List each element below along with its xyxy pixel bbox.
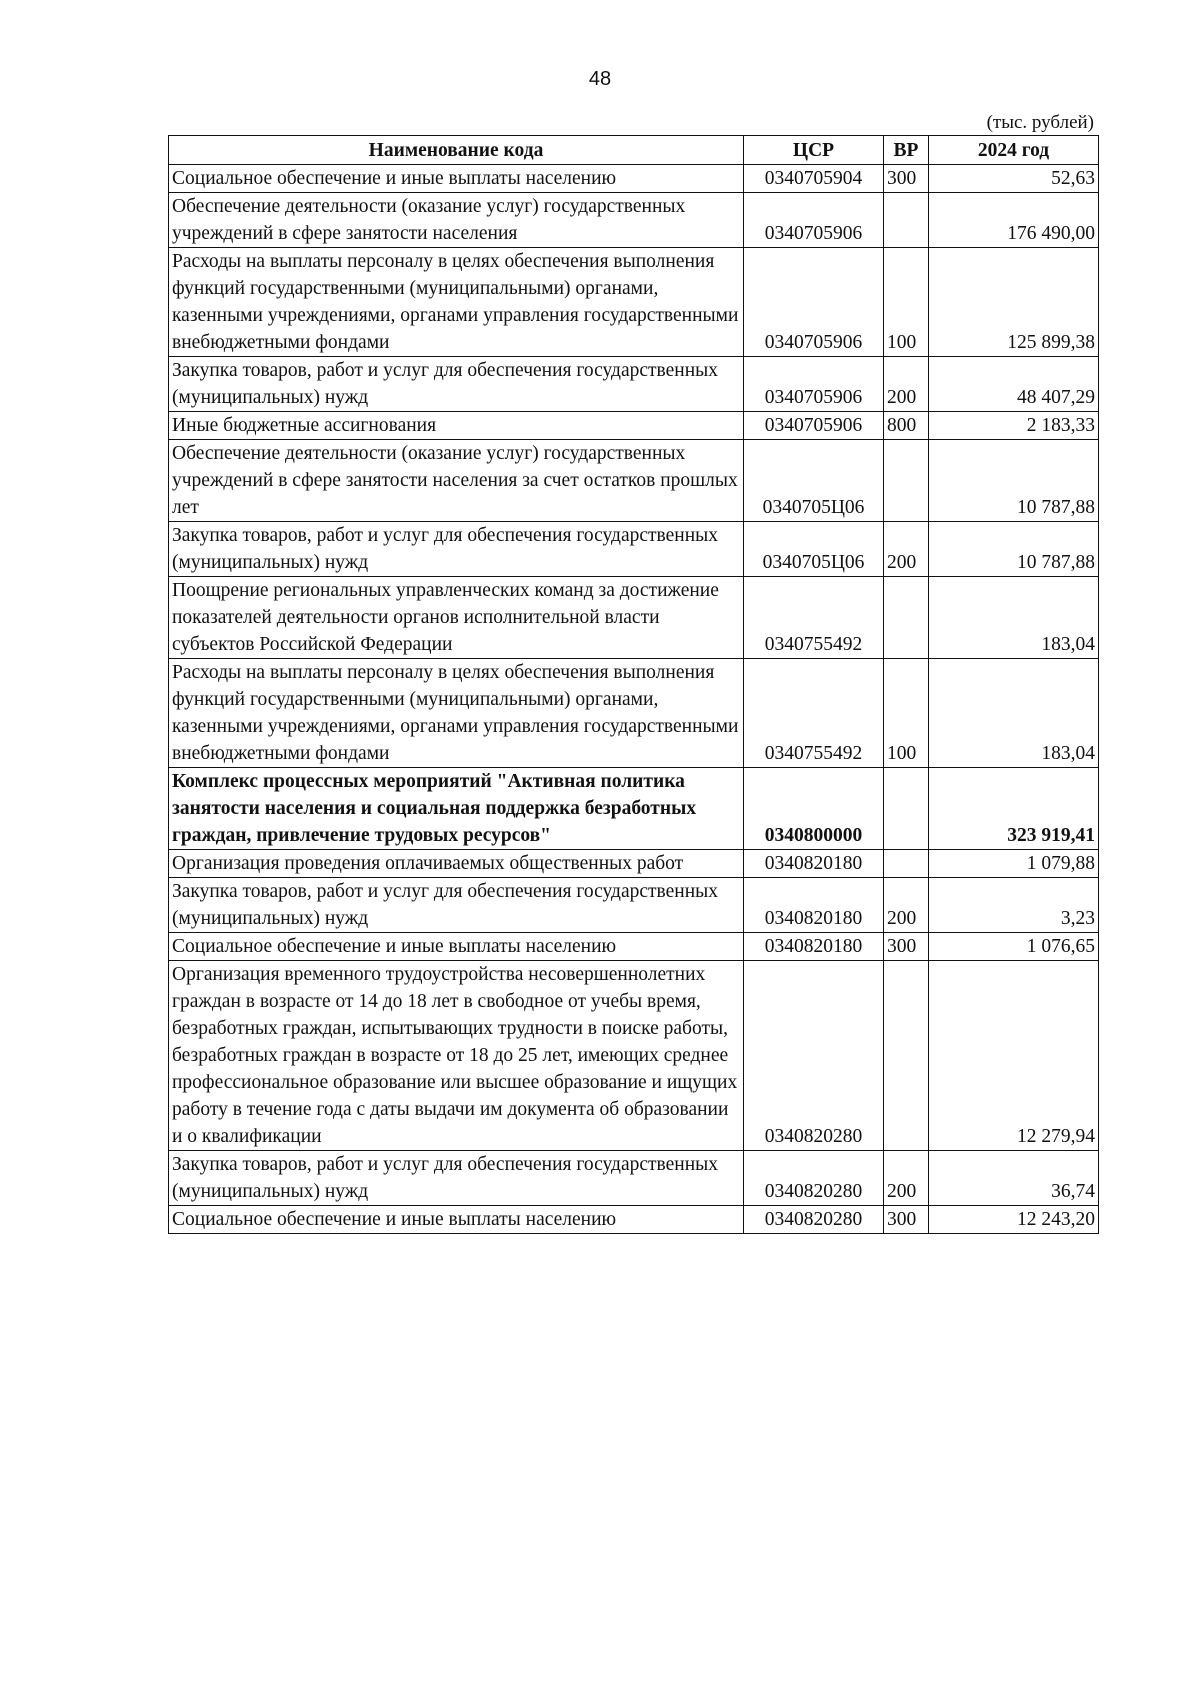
row-vr-code bbox=[884, 440, 929, 522]
row-vr-code: 200 bbox=[884, 522, 929, 577]
row-csr-code: 0340705906 bbox=[744, 248, 884, 357]
row-vr-code bbox=[884, 768, 929, 850]
row-name: Закупка товаров, работ и услуг для обеспечения государственных (муниципальных) нужд bbox=[169, 878, 744, 933]
row-amount: 1 076,65 bbox=[929, 933, 1099, 961]
row-amount: 183,04 bbox=[929, 577, 1099, 659]
table-row bbox=[169, 357, 1099, 412]
page-number: 48 bbox=[588, 68, 612, 90]
row-amount: 10 787,88 bbox=[929, 522, 1099, 577]
row-amount: 10 787,88 bbox=[929, 440, 1099, 522]
row-csr-code: 0340755492 bbox=[744, 577, 884, 659]
row-csr-code: 0340820180 bbox=[744, 878, 884, 933]
table-row bbox=[169, 165, 1099, 193]
row-csr-code: 0340820280 bbox=[744, 961, 884, 1151]
row-csr-code: 0340820180 bbox=[744, 933, 884, 961]
row-amount: 52,63 bbox=[929, 165, 1099, 193]
row-name: Закупка товаров, работ и услуг для обеспечения государственных (муниципальных) нужд bbox=[169, 522, 744, 577]
row-csr-code: 0340705906 bbox=[744, 412, 884, 440]
row-vr-code: 300 bbox=[884, 165, 929, 193]
row-amount: 48 407,29 bbox=[929, 357, 1099, 412]
row-amount: 2 183,33 bbox=[929, 412, 1099, 440]
row-csr-code: 0340705906 bbox=[744, 357, 884, 412]
row-amount: 3,23 bbox=[929, 878, 1099, 933]
row-name: Обеспечение деятельности (оказание услуг) государственных учреждений в сфере занятости населения bbox=[169, 193, 744, 248]
row-amount: 1 079,88 bbox=[929, 850, 1099, 878]
row-name: Социальное обеспечение и иные выплаты населению bbox=[169, 165, 744, 193]
row-csr-code: 0340705Ц06 bbox=[744, 522, 884, 577]
row-vr-code: 200 bbox=[884, 878, 929, 933]
row-csr-code: 0340705Ц06 bbox=[744, 440, 884, 522]
row-vr-code bbox=[884, 577, 929, 659]
row-name: Социальное обеспечение и иные выплаты населению bbox=[169, 1206, 744, 1234]
table-row bbox=[169, 193, 1099, 248]
row-csr-code: 0340705904 bbox=[744, 165, 884, 193]
table-row bbox=[169, 659, 1099, 768]
row-csr-code: 0340800000 bbox=[744, 768, 884, 850]
table-row bbox=[169, 768, 1099, 850]
table-body bbox=[169, 165, 1099, 1234]
table-row bbox=[169, 1206, 1099, 1234]
row-name: Социальное обеспечение и иные выплаты населению bbox=[169, 933, 744, 961]
row-vr-code bbox=[884, 193, 929, 248]
row-amount: 36,74 bbox=[929, 1151, 1099, 1206]
table-row bbox=[169, 440, 1099, 522]
row-amount: 12 243,20 bbox=[929, 1206, 1099, 1234]
header-row bbox=[169, 136, 1099, 165]
units-label: (тыс. рублей) bbox=[986, 112, 1094, 133]
row-name: Обеспечение деятельности (оказание услуг) государственных учреждений в сфере занятости населения за счет остатков прошлых лет bbox=[169, 440, 744, 522]
table-row bbox=[169, 412, 1099, 440]
row-vr-code: 200 bbox=[884, 357, 929, 412]
row-name: Расходы на выплаты персоналу в целях обеспечения выполнения функций государственными (муниципальными) органами, казенными учреждениями, органами управления государственными внебюджетными фондами bbox=[169, 248, 744, 357]
row-name: Расходы на выплаты персоналу в целях обеспечения выполнения функций государственными (муниципальными) органами, казенными учреждениями, органами управления государственными внебюджетными фондами bbox=[169, 659, 744, 768]
row-vr-code: 100 bbox=[884, 248, 929, 357]
row-vr-code: 100 bbox=[884, 659, 929, 768]
budget-table bbox=[168, 135, 1099, 1234]
row-vr-code: 200 bbox=[884, 1151, 929, 1206]
row-vr-code bbox=[884, 850, 929, 878]
row-csr-code: 0340755492 bbox=[744, 659, 884, 768]
table-row bbox=[169, 878, 1099, 933]
row-name: Организация проведения оплачиваемых общественных работ bbox=[169, 850, 744, 878]
header-csr: ЦСР bbox=[744, 136, 884, 165]
row-name: Иные бюджетные ассигнования bbox=[169, 412, 744, 440]
table-row bbox=[169, 248, 1099, 357]
header-name: Наименование кода bbox=[169, 136, 744, 165]
row-vr-code bbox=[884, 961, 929, 1151]
row-csr-code: 0340820180 bbox=[744, 850, 884, 878]
row-csr-code: 0340820280 bbox=[744, 1206, 884, 1234]
row-amount: 176 490,00 bbox=[929, 193, 1099, 248]
table-row bbox=[169, 933, 1099, 961]
row-amount: 323 919,41 bbox=[929, 768, 1099, 850]
row-csr-code: 0340820280 bbox=[744, 1151, 884, 1206]
row-amount: 125 899,38 bbox=[929, 248, 1099, 357]
table-row bbox=[169, 522, 1099, 577]
row-name: Закупка товаров, работ и услуг для обеспечения государственных (муниципальных) нужд bbox=[169, 1151, 744, 1206]
row-name: Закупка товаров, работ и услуг для обеспечения государственных (муниципальных) нужд bbox=[169, 357, 744, 412]
table-row bbox=[169, 850, 1099, 878]
header-year: 2024 год bbox=[929, 136, 1099, 165]
row-name: Организация временного трудоустройства несовершеннолетних граждан в возрасте от 14 до 18 лет в свободное от учебы время, безработных граждан, испытывающих трудности в поиске работы, безработных граждан в возрасте от 18 до 25 лет, имеющих среднее профессиональное образование или высшее образование и ищущих работу в течение года с даты выдачи им документа об образовании и о квалификации bbox=[169, 961, 744, 1151]
table-row bbox=[169, 1151, 1099, 1206]
table-header bbox=[169, 136, 1099, 165]
row-vr-code: 800 bbox=[884, 412, 929, 440]
row-vr-code: 300 bbox=[884, 933, 929, 961]
row-amount: 12 279,94 bbox=[929, 961, 1099, 1151]
table-row bbox=[169, 961, 1099, 1151]
row-amount: 183,04 bbox=[929, 659, 1099, 768]
row-name: Поощрение региональных управленческих команд за достижение показателей деятельности органов исполнительной власти субъектов Российской Федерации bbox=[169, 577, 744, 659]
table-row bbox=[169, 577, 1099, 659]
row-name: Комплекс процессных мероприятий "Активная политика занятости населения и социальная поддержка безработных граждан, привлечение трудовых ресурсов" bbox=[169, 768, 744, 850]
header-vr: ВР bbox=[884, 136, 929, 165]
row-csr-code: 0340705906 bbox=[744, 193, 884, 248]
row-vr-code: 300 bbox=[884, 1206, 929, 1234]
